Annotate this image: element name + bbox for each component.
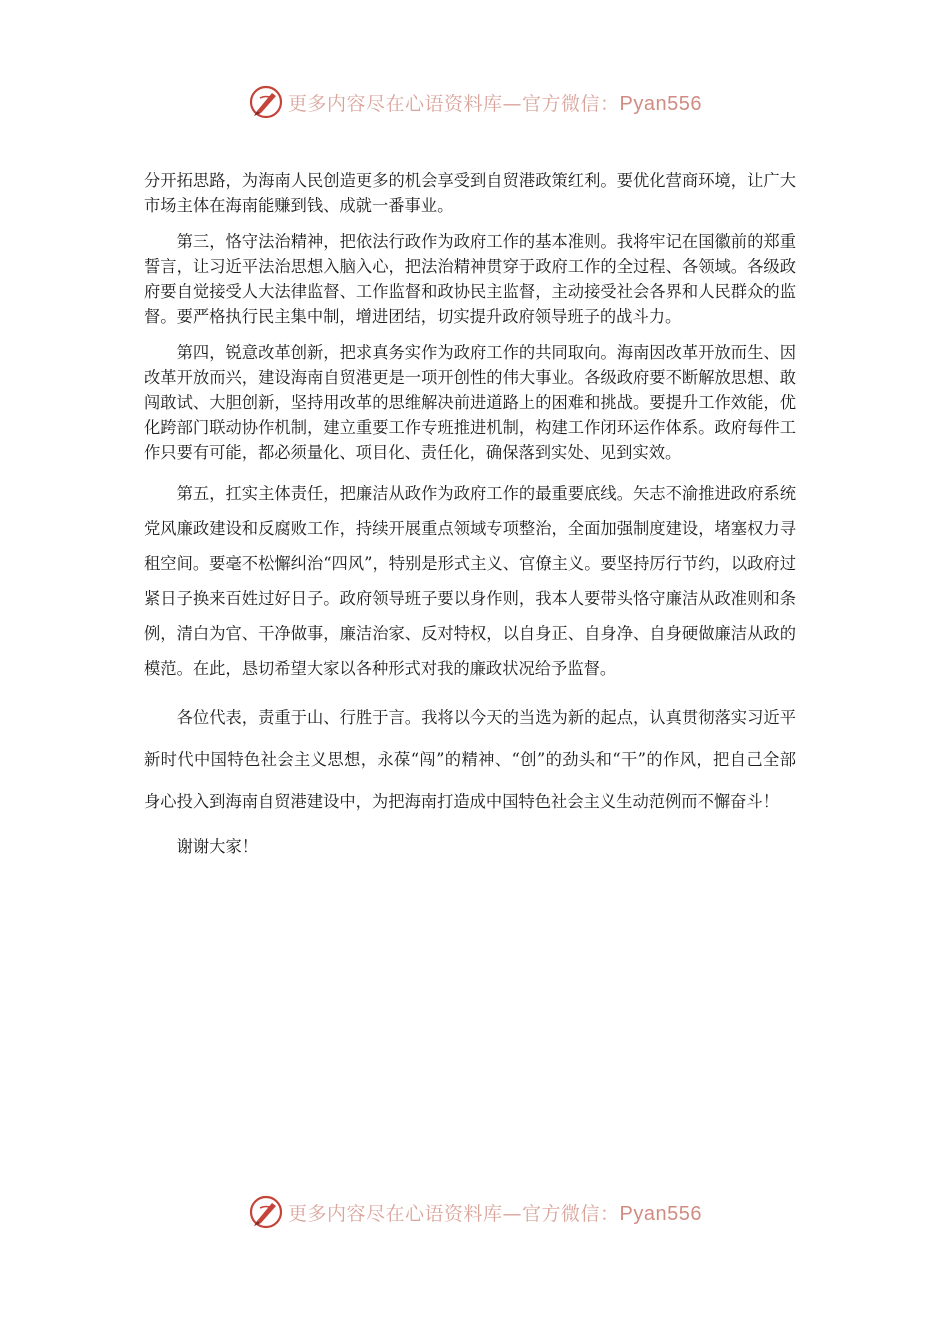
paragraph-4: 第五，扛实主体责任，把廉洁从政作为政府工作的最重要底线。矢志不渝推进政府系统党风廉政建设和反腐败工作，持续开展重点领域专项整治，全面加强制度建设，堵塞权力寻租空间。要毫不松懈纠治“四风”，特别是形式主义、官僚主义。要坚持厉行节约，以政府过紧日子换来百姓过好日子。政府领导班子要以身作则，我本人要带头恪守廉洁从政准则和条例，清白为官、干净做事，廉洁治家、反对特权，以自身正、自身净、自身硬做廉洁从政的模范。在此，恳切希望大家以各种形式对我的廉政状况给予监督。 <box>144 484 796 678</box>
paragraph-5: 各位代表，责重于山、行胜于言。我将以今天的当选为新的起点，认真贯彻落实习近平新时代中国特色社会主义思想，永葆“闯”的精神、“创”的劲头和“干”的作风，把自己全部身心投入到海南自贸港建设中，为把海南打造成中国特色社会主义生动范例而不懈奋斗！ <box>144 708 796 811</box>
banner-text: 更多内容尽在心语资料库—官方微信：Pyan556 <box>288 92 702 115</box>
wechat-id: Pyan556 <box>619 1202 702 1225</box>
footer-banner <box>0 1192 950 1232</box>
wechat-id: Pyan556 <box>619 92 702 115</box>
banner-text: 更多内容尽在心语资料库—官方微信：Pyan556 <box>288 1202 702 1225</box>
paragraph-6: 谢谢大家！ <box>176 837 259 856</box>
header-banner <box>0 82 950 122</box>
paragraph-3: 第四，锐意改革创新，把求真务实作为政府工作的共同取向。海南因改革开放而生、因改革开放而兴，建设海南自贸港更是一项开创性的伟大事业。各级政府要不断解放思想、敢闯敢试、大胆创新，坚持用改革的思维解决前进道路上的困难和挑战。要提升工作效能，优化跨部门联动协作机制，建立重要工作专班推进机制，构建工作闭环运作体系。政府每件工作只要有可能，都必须量化、项目化、责任化，确保落到实处、见到实效。 <box>144 343 796 462</box>
document-body <box>144 168 796 870</box>
pen-logo-icon <box>248 1194 284 1230</box>
pen-logo-icon <box>248 84 284 120</box>
paragraph-2: 第三，恪守法治精神，把依法行政作为政府工作的基本准则。我将牢记在国徽前的郑重誓言，让习近平法治思想入脑入心，把法治精神贯穿于政府工作的全过程、各领域。各级政府要自觉接受人大法律监督、工作监督和政协民主监督，主动接受社会各界和人民群众的监督。要严格执行民主集中制，增进团结，切实提升政府领导班子的战斗力。 <box>144 232 796 326</box>
paragraph-1: 分开拓思路，为海南人民创造更多的机会享受到自贸港政策红利。要优化营商环境，让广大市场主体在海南能赚到钱、成就一番事业。 <box>144 171 796 215</box>
